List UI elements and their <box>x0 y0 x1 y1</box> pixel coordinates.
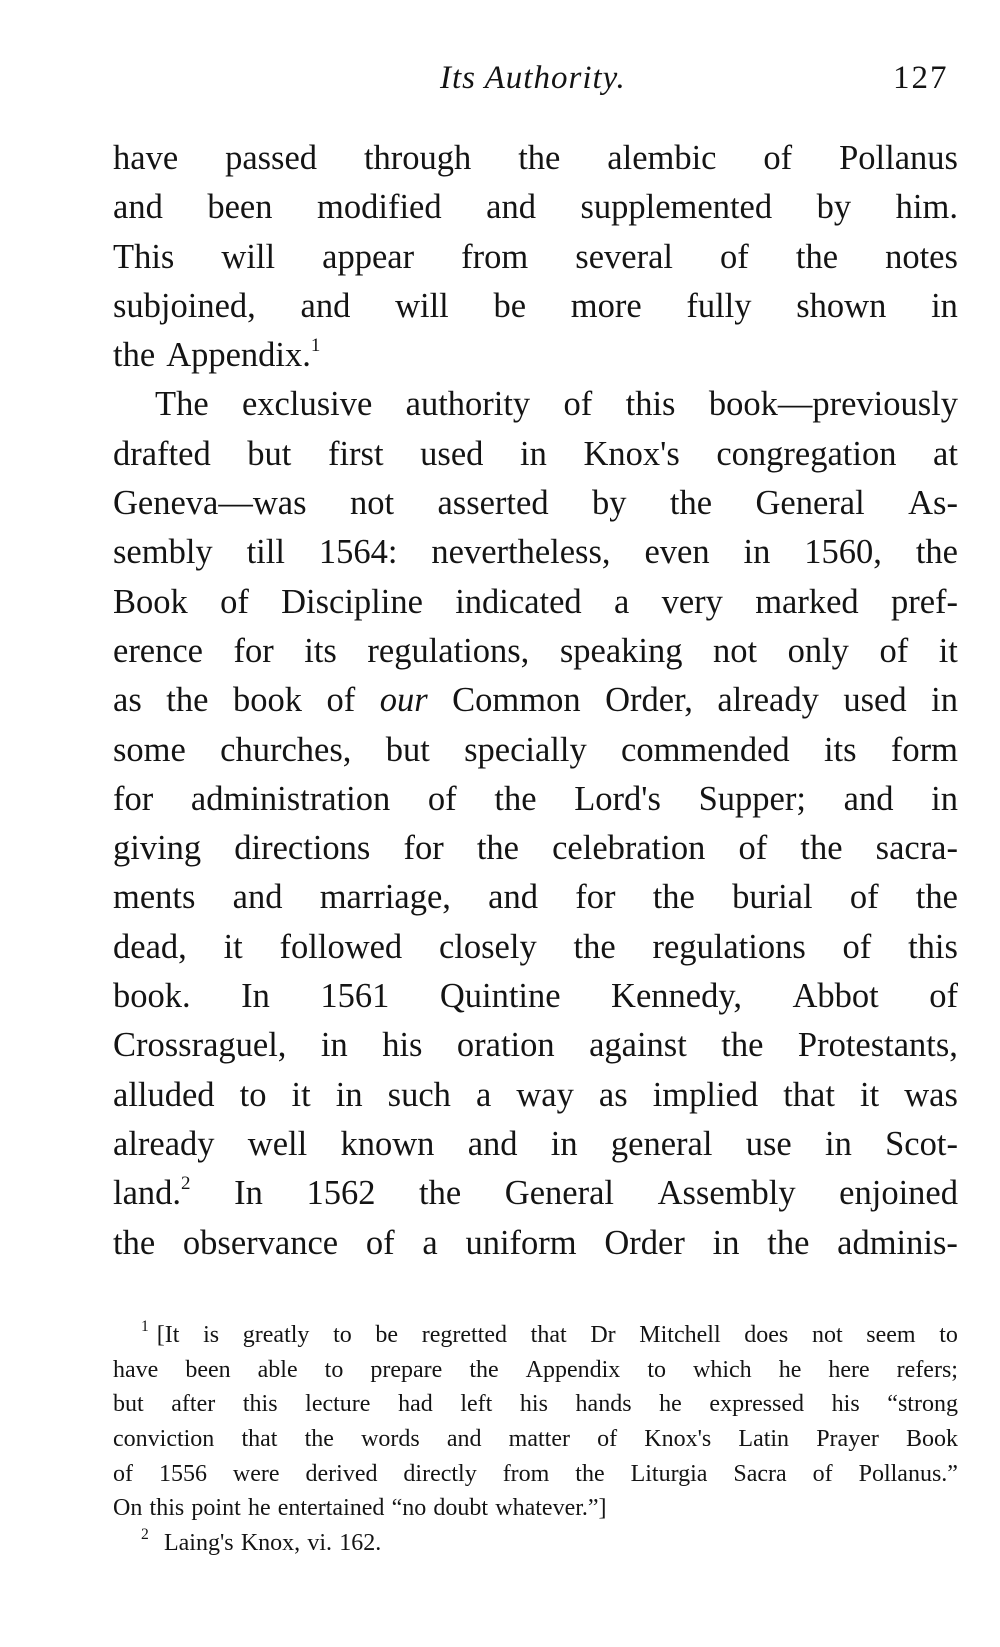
running-head <box>0 60 1000 110</box>
footnote-line: but after this lecture had left his hands he expressed his “strong <box>113 1391 958 1418</box>
footnotes <box>113 1318 958 1561</box>
footnote-2: $^2$ Laing's Knox, vi. 162. <box>141 1526 382 1557</box>
page-number: 127 <box>893 60 949 96</box>
text-line: erence for its regulations, speaking not only of it <box>113 631 958 670</box>
text-line: as the book of our Common Order, already used in <box>113 681 958 720</box>
footnote-ref-2: 2 <box>181 1173 191 1195</box>
text-line: alluded to it in such a way as implied that it was <box>113 1075 958 1114</box>
text-line: The exclusive authority of this book—previously <box>155 385 958 424</box>
text-line: Book of Discipline indicated a very marked pref- <box>113 582 958 621</box>
footnote-line: of 1556 were derived directly from the Liturgia Sacra of Pollanus.” <box>113 1460 958 1487</box>
text-line: the observance of a uniform Order in the adminis- <box>113 1223 958 1262</box>
footnote-marker-2: 2 <box>141 1526 149 1544</box>
text-line: giving directions for the celebration of the sacra- <box>113 829 958 868</box>
text-line: have passed through the alembic of Pollanus <box>113 139 958 177</box>
text-line: land.$^2$ In 1562 the General Assembly enjoined <box>113 1173 958 1213</box>
footnote-line: On this point he entertained “no doubt whatever.”] <box>113 1495 607 1522</box>
text-line: already well known and in general use in Scot- <box>113 1124 958 1163</box>
text-line: book. In 1561 Quintine Kennedy, Abbot of <box>113 977 958 1016</box>
footnote-marker-1: 1 <box>141 1318 149 1336</box>
text-line: dead, it followed closely the regulations of this <box>113 927 958 966</box>
text-line: subjoined, and will be more fully shown in <box>113 286 958 325</box>
text-line: drafted but first used in Knox's congregation at <box>113 434 958 473</box>
text-line: This will appear from several of the notes <box>113 237 958 276</box>
footnote-line: have been able to prepare the Appendix to which he here refers; <box>113 1356 958 1383</box>
text-line: Geneva—was not asserted by the General As- <box>113 484 958 523</box>
text-line: Crossraguel, in his oration against the Protestants, <box>113 1026 958 1065</box>
text-line: the Appendix.$^1$ <box>113 335 321 375</box>
text-line: for administration of the Lord's Supper; and in <box>113 779 958 818</box>
text-line: and been modified and supplemented by him. <box>113 188 958 227</box>
text-line: some churches, but specially commended its form <box>113 730 958 769</box>
text-line: ments and marriage, and for the burial of the <box>113 878 958 917</box>
running-title: Its Authority. <box>440 60 626 96</box>
footnote-1: $^1$ [It is greatly to be regretted that Dr Mitchell does not seem to <box>141 1318 958 1348</box>
body-text <box>113 134 958 1268</box>
footnote-ref-1: 1 <box>310 335 321 357</box>
text-line: sembly till 1564: nevertheless, even in 1560, the <box>113 533 958 572</box>
footnote-line: conviction that the words and matter of Knox's Latin Prayer Book <box>113 1426 958 1453</box>
